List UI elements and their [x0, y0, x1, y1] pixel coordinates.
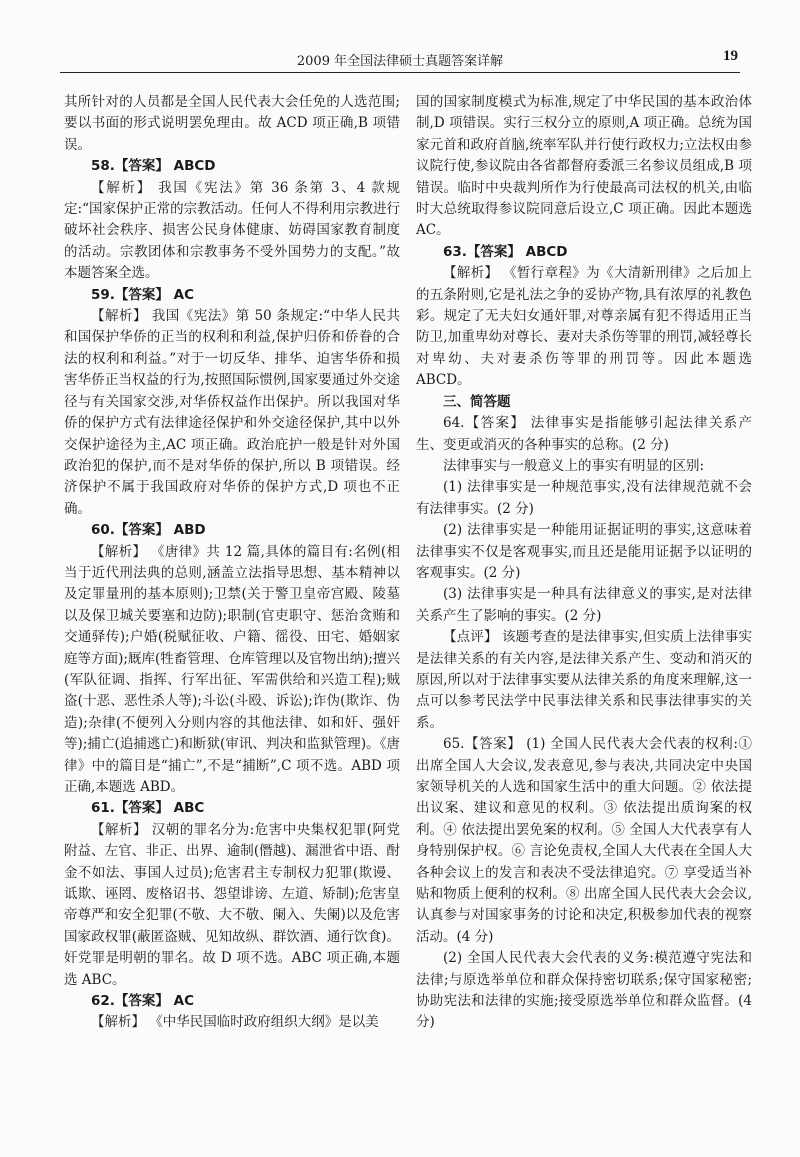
- paragraph: (1) 法律事实是一种规范事实,没有法律规范就不会有法律事实。(2 分): [416, 479, 752, 517]
- running-title: 2009 年全国法律硕士真题答案详解: [296, 54, 504, 69]
- paragraph: 【点评】 该题考查的是法律事实,但实质上法律事实是法律关系的有关内容,是法律关系产生、变动和消灭的原因,所以对于法律事实要从法律关系的角度来理解,这一点可以参考民法学中民事法律关系和民事法律事实的关系。: [416, 629, 752, 731]
- paragraph: 【解析】 汉朝的罪名分为:危害中央集权犯罪(阿党附益、左官、非正、出界、逾制(僭越)、漏泄省中语、酎金不如法、事国人过员);危害君主专制权力犯罪(欺谩、诋欺、诬罔、废格诏书、怨望诽谤、左道、矫制);危害皇帝尊严和安全犯罪(不敬、大不敬、阑入、失阑)以及危害国家政权罪(蔽匿盗贼、见知故纵、群饮酒、通行饮食)。奸党罪是明朝的罪名。故 D 项不选。ABC 项正确,本题选 ABC。: [64, 821, 400, 988]
- answer-line: 58.【答案】 ABCD: [91, 158, 216, 175]
- answer-line: 60.【答案】 ABD: [91, 522, 206, 539]
- answer-line: 59.【答案】 AC: [91, 286, 194, 303]
- paragraph: 【解析】 《唐律》共 12 篇,具体的篇目有:名例(相当于近代刑法典的总则,涵盖立法指导思想、基本精神以及定罪量刑的基本原则);卫禁(关于警卫皇帝宫殿、陵墓以及保卫城关要塞和边防);职制(官吏职守、惩治贪贿和交通驿传);户婚(税赋征收、户籍、徭役、田宅、婚姻家庭等方面);厩库(牲畜管理、仓库管理以及官物出纳);擅兴(军队征调、指挥、行军出征、军需供给和兴造工程);贼盗(十恶、恶性杀人等);斗讼(斗殴、诉讼);诈伪(欺诈、伪造);杂律(不便列入分则内容的其他法律、如和奸、强奸等);捕亡(追捕逃亡)和断狱(审讯、判决和监狱管理)。《唐律》中的篇目是“捕亡”,不是“捕断”,C 项不选。ABD 项正确,本题选 ABD。: [64, 543, 400, 795]
- section-heading: 三、简答题: [443, 393, 511, 410]
- paragraph: 【解析】 我国《宪法》第 50 条规定:“中华人民共和国保护华侨的正当的权利和利益,保护归侨和侨眷的合法的权利和利益。”对于一切反华、排华、迫害华侨和损害华侨正当权益的行为,按照国际惯例,国家要通过外交途径与有关国家交涉,对华侨权益作出保护。所以我国对华侨的保护方式有法律途径保护和外交途径保护,其中以外交保护途径为主,AC 项正确。政治庇护一般是针对外国政治犯的保护,而不是对华侨的保护,所以 B 项错误。经济保护不属于我国政府对华侨的保护方式,D 项也不正确。: [64, 308, 400, 517]
- paragraph: 国的国家制度模式为标准,规定了中华民国的基本政治体制,D 项错误。实行三权分立的原则,A 项正确。总统为国家元首和政府首脑,统率军队并行使行政权力;立法权由参议院行使,参议院由各省都督府委派三名参议员组成,B 项错误。临时中央裁判所作为行使最高司法权的机关,由临时大总统取得参议院同意后设立,C 项正确。因此本题选 AC。: [416, 94, 752, 239]
- paragraph: 【解析】 我国《宪法》第 36 条第 3、4 款规定:“国家保护正常的宗教活动。任何人不得利用宗教进行破坏社会秩序、损害公民身体健康、妨碍国家教育制度的活动。宗教团体和宗教事务不受外国势力的支配。”故本题答案全选。: [64, 179, 400, 282]
- answer-line: 63.【答案】 ABCD: [443, 243, 568, 260]
- paragraph: 其所针对的人员都是全国人民代表大会任免的人选范围;要以书面的形式说明罢免理由。故 ACD 项正确,B 项错误。: [64, 94, 400, 153]
- paragraph: 64.【答案】 法律事实是指能够引起法律关系产生、变更或消灭的各种事实的总称。(2 分): [416, 415, 752, 453]
- page-header: [60, 48, 740, 73]
- answer-line: 62.【答案】 AC: [91, 993, 194, 1010]
- paragraph: (2) 法律事实是一种能用证据证明的事实,这意味着法律事实不仅是客观事实,而且还是能用证据予以证明的客观事实。(2 分): [416, 522, 752, 581]
- page-number: 19: [723, 48, 738, 64]
- paragraph: (2) 全国人民代表大会代表的义务:模范遵守宪法和法律;与原选举单位和群众保持密切联系;保守国家秘密;协助宪法和法律的实施;接受原选举单位和群众监督。(4 分): [416, 950, 752, 1031]
- answer-line: 61.【答案】 ABC: [91, 800, 205, 817]
- paragraph: 法律事实与一般意义上的事实有明显的区别:: [443, 457, 705, 474]
- left-column: [64, 92, 400, 1034]
- paragraph: 【解析】 《暂行章程》为《大清新刑律》之后加上的五条附则,它是礼法之争的妥协产物,具有浓厚的礼教色彩。规定了无夫妇女通奸罪,对尊亲属有犯不得适用正当防卫,加重卑幼对尊长、妻对夫杀伤等罪的刑罚,减轻尊长对卑幼、夫对妻杀伤等罪的刑罚等。因此本题选 ABCD。: [416, 265, 752, 389]
- right-column: [416, 92, 752, 1034]
- paragraph: 65.【答案】 (1) 全国人民代表大会代表的权利:① 出席全国人大会议,发表意见,参与表决,共同决定中央国家领导机关的人选和国家生活中的重大问题。② 依法提出议案、建议和意见的权利。③ 依法提出质询案的权利。④ 依法提出罢免案的权利。⑤ 全国人大代表享有人身特别保护权。⑥ 言论免责权,全国人大代表在全国人大各种会议上的发言和表决不受法律追究。⑦ 享受适当补贴和物质上便利的权利。⑧ 出席全国人民代表大会会议,认真参与对国家事务的讨论和决定,积极参加代表的视察活动。(4 分): [416, 736, 752, 945]
- paragraph: (3) 法律事实是一种具有法律意义的事实,是对法律关系产生了影响的事实。(2 分): [416, 586, 752, 624]
- paragraph: 【解析】 《中华民国临时政府组织大纲》是以美: [91, 1014, 379, 1031]
